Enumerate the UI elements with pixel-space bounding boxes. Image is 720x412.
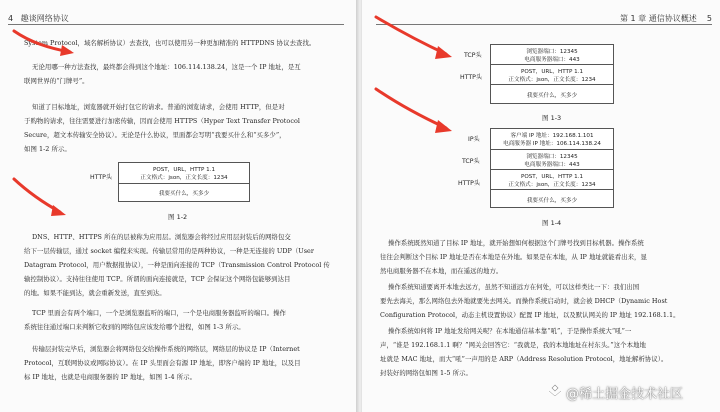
text-line: 然电商服务器不在本地，而在遥远的地方。 [380, 267, 503, 275]
browser-port-line: 浏览器端口：12345 [526, 48, 578, 55]
text-line: 知道了目标地址，浏览器就开始打包它的请求。普通的浏览请求，会使用 HTTP，但是对 [32, 103, 285, 111]
left-running-title: 趣谈网络协议 [20, 14, 69, 23]
text-line: Protocol，互联网协议或网际协议）。在 IP 头里面会有源 IP 地址，即客户端的 IP 地址，以及目 [24, 359, 301, 367]
text-line: Secure，超文本传输安全协议）。无论是什么协议，里面都会写明“我要买什么和“买多少”， [24, 131, 286, 139]
server-ip-line: 电商服务器 IP 地址：106.114.138.24 [503, 141, 601, 147]
body-line: 我要买什么，买多少 [158, 191, 210, 197]
text-line: 封装好的网络包如图 1-5 所示。 [380, 369, 472, 377]
text-line: 无论用哪一种方法查找，最终都会得到这个地址：106.114.138.24，这是一个 IP 地址，是互 [32, 63, 301, 71]
browser-port-line: 浏览器端口：12345 [526, 153, 578, 160]
http-body-row [119, 184, 249, 202]
figure-1-3-http-label: HTTP头 [460, 74, 483, 81]
figure-1-3-tcp-label: TCP头 [464, 52, 482, 59]
figure-1-4-http-label: HTTP头 [458, 180, 481, 187]
left-paragraph-3 [24, 100, 350, 156]
text-line: 声，“谁是 192.168.1.1 啊？”网关会回答它：“我就是，我的本地地址在村东头。”这个本地地 [380, 341, 646, 349]
right-paragraph-3 [380, 324, 706, 380]
tcp-header-row [491, 150, 613, 170]
left-paragraph-2 [24, 60, 350, 88]
text-line: 给下一层传输层，通过 socket 编程来实现。传输层常用的是两种协议，一种是无连接的 UDP（User [24, 247, 314, 255]
right-page-number: 5 [706, 14, 712, 23]
ip-header-row [491, 129, 613, 150]
http-line: POST，URL，HTTP 1.1 [520, 68, 584, 75]
http-header-row [491, 65, 613, 85]
http-body-row [491, 85, 613, 105]
figure-1-2-caption: 图 1-2 [168, 213, 188, 221]
text-line: Datagram Protocol，用户数据报协议），一种是面向连接的 TCP（Transmission Control Protocol 传 [24, 261, 330, 269]
figure-1-2-http-label: HTTP头 [90, 174, 113, 181]
figure-1-4-ip-label: IP头 [468, 136, 480, 143]
text-line: TCP 里面会有两个端口，一个是浏览器监听的端口，一个是电商服务器监听的端口。操作 [32, 309, 286, 317]
http-header-row [491, 170, 613, 190]
body-format-line: 正文格式：json，正文长度：1234 [508, 76, 596, 83]
body-line: 我要买什么，买多少 [526, 93, 578, 99]
text-line: 操作系统既然知道了目标 IP 地址，就开始想如何根据这个门牌号找到目标机器。操作系统 [388, 239, 644, 247]
figure-1-4-tcp-label: TCP头 [462, 158, 480, 165]
http-header-row [119, 163, 249, 184]
juejin-logo-icon [548, 384, 562, 398]
text-line: System Protocol，域名解析协议）去查找，也可以使用另一种更加精准的 HTTPDNS 协议去查找。 [24, 39, 316, 47]
red-arrow-icon [10, 176, 70, 218]
text-line: 输控制协议）。支持往往使用 TCP。所谓的面向连接就是，TCP 会保证这个网络包能够到达目 [24, 275, 291, 283]
text-line: 的地。如果不能到达，就会重新发送，直至到达。 [24, 289, 166, 297]
server-port-line: 电商服务器端口：443 [524, 161, 580, 168]
figure-1-4-caption: 图 1-4 [542, 219, 562, 227]
http-line: POST，URL，HTTP 1.1 [152, 167, 216, 173]
left-page [0, 0, 358, 412]
text-line: 操作系统如何将 IP 地址发给网关呢？在本地通信基本靠“吼”，于是操作系统大“吼”一 [388, 327, 632, 335]
red-arrow-icon [372, 14, 456, 62]
body-format-line: 正文格式：json，正文长度：1234 [140, 175, 228, 181]
text-line: Configuration Protocol，动态主机设置协议）配置 IP 地址，以及默认网关的 IP 地址 192.168.1.1。 [380, 311, 680, 319]
right-page [362, 0, 720, 412]
client-ip-line: 客户端 IP 地址：192.168.1.101 [510, 133, 594, 139]
http-line: POST，URL，HTTP 1.1 [520, 173, 584, 180]
left-paragraph-4 [24, 230, 350, 300]
text-line: 传输层封装完毕后，浏览器会将网络包交给操作系统的网络层，网络层的协议是 IP（Internet [32, 345, 300, 353]
body-format-line: 正文格式：json，正文长度：1234 [508, 181, 596, 188]
right-paragraph-2 [380, 280, 706, 322]
figure-1-3-caption: 图 1-3 [542, 114, 562, 122]
right-running-title: 第 1 章 通信协议概述 [620, 14, 697, 23]
server-port-line: 电商服务器端口：443 [524, 56, 580, 63]
left-header-rule [8, 24, 344, 25]
tcp-header-row [491, 45, 613, 65]
http-body-row [491, 190, 613, 210]
text-line: 联网世界的“门牌号”。 [24, 77, 89, 85]
text-line: 标 IP 地址，也就是电商服务器的 IP 地址，如图 1-4 所示。 [24, 373, 197, 381]
text-line: 往往会判断这个目标 IP 地址是否在本地是在外地。如果是在本地，从 IP 地址就能看出来，显 [380, 253, 647, 261]
text-line: 如图 1-2 所示。 [24, 145, 71, 153]
red-arrow-icon [372, 86, 456, 136]
red-arrow-icon [10, 28, 80, 56]
left-paragraph-5 [24, 306, 350, 334]
figure-1-4-packet [490, 128, 614, 208]
text-line: 操作系统知道要离开本地去远方，虽然不知道远方在何处，可以这样类比一下：我们出国 [388, 283, 640, 291]
text-line: 要先去海关，那么网络包去外地就要先去网关。而操作系统启动时，就会被 DHCP（Dynamic Host [380, 297, 668, 305]
figure-1-3-packet [490, 44, 614, 104]
right-paragraph-1 [380, 236, 706, 278]
text-line: DNS、HTTP、HTTPS 所在的层被称为应用层。浏览器会将经过应用层封装后的网络包交 [32, 233, 291, 241]
text-line: 系统往往通过端口来判断它收到的网络包应该发给哪个进程，如图 1-3 所示。 [24, 323, 245, 331]
left-page-header [8, 13, 69, 24]
body-line: 我要买什么，买多少 [526, 198, 578, 204]
left-page-number: 4 [8, 14, 14, 23]
watermark-text: @稀土掘金技术社区 [566, 387, 684, 402]
figure-1-2-packet [118, 162, 250, 202]
text-line: 址就是 MAC 地址，而大“吼”一声用的是 ARP（Address Resolution Protocol，地址解析协议）。 [380, 355, 668, 363]
right-page-header [620, 13, 712, 24]
text-line: 于购物的请求，往往需要进行加密传输，因而会使用 HTTPS（Hyper Text Transfer Protocol [24, 117, 300, 125]
left-paragraph-6 [24, 342, 350, 384]
